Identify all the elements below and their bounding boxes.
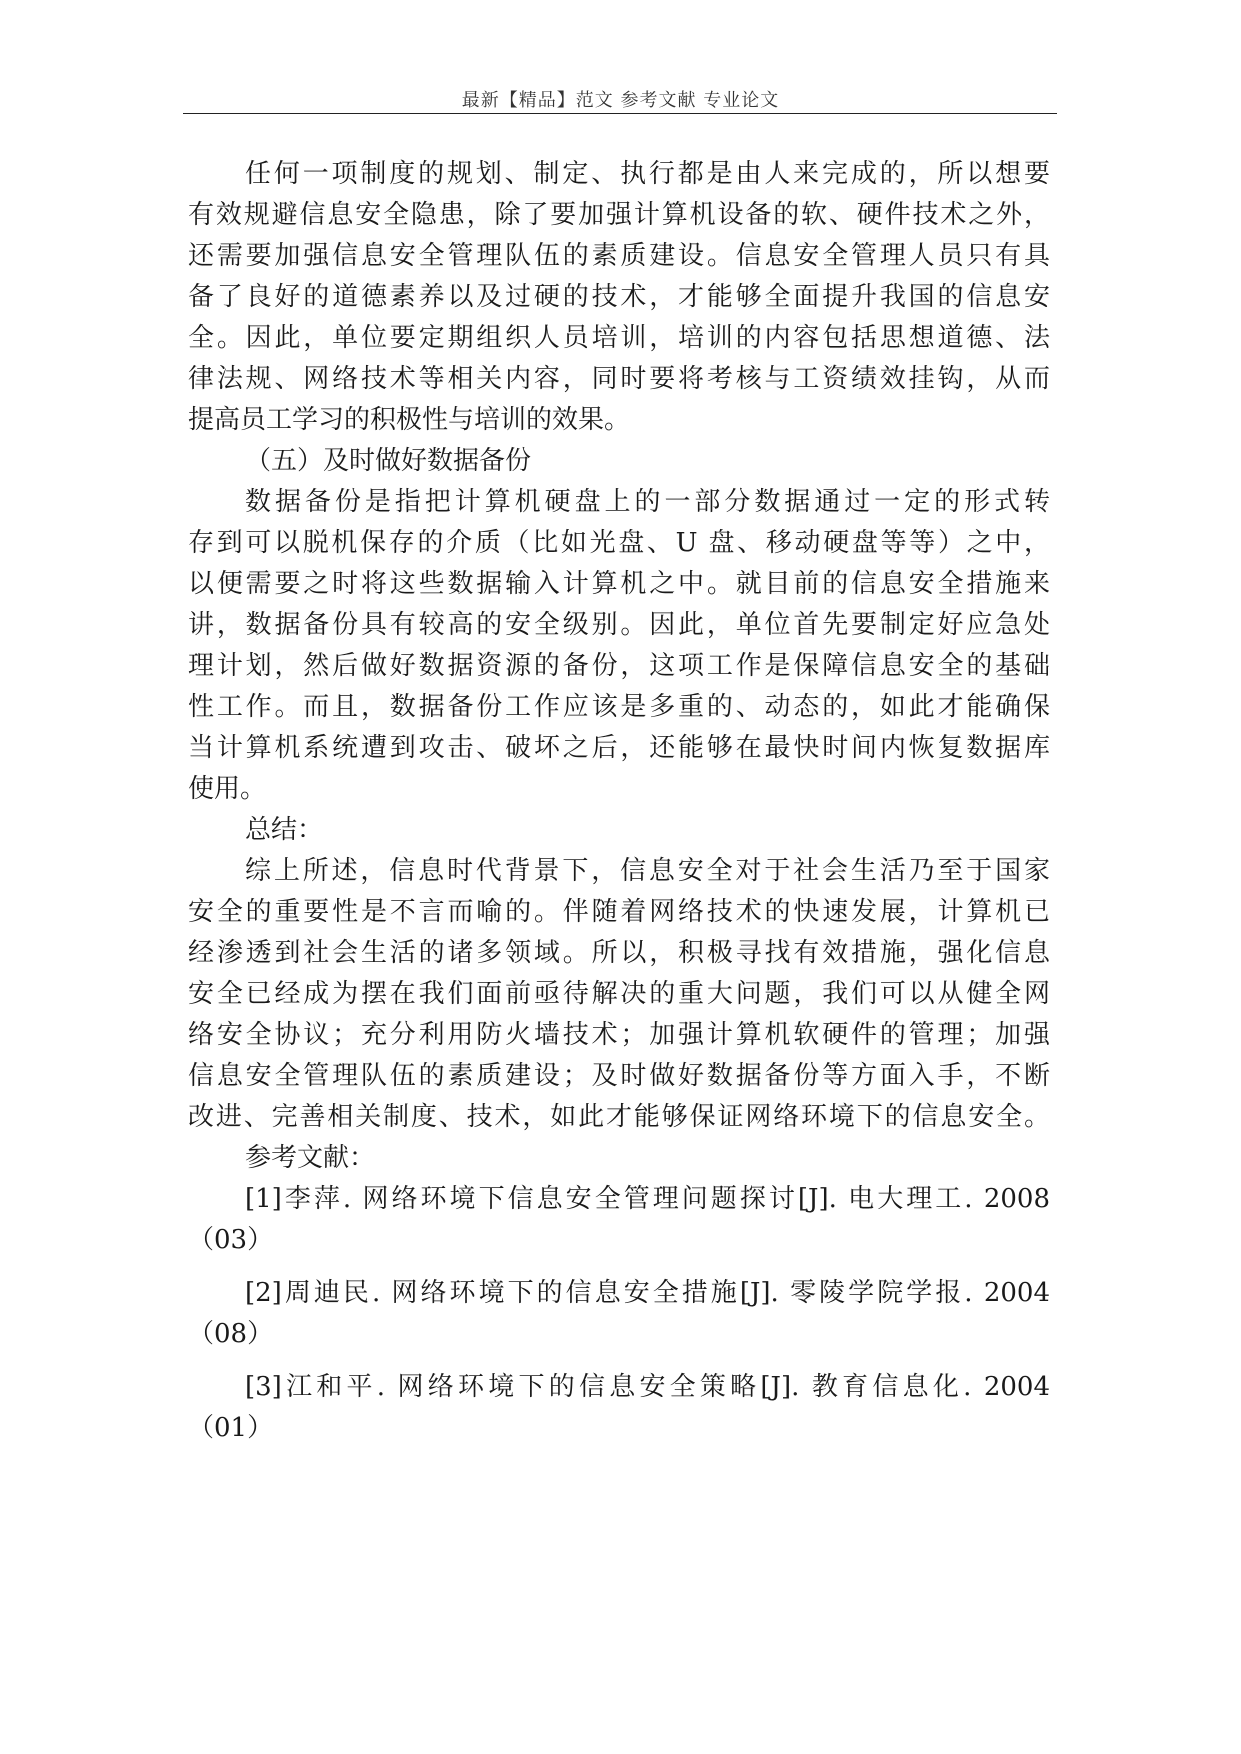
text-line: （五）及时做好数据备份: [245, 446, 532, 476]
text-line: 总结：: [245, 815, 324, 845]
reference-item-continuation: （03）: [188, 1225, 274, 1255]
text-line: 还需要加强信息安全管理队伍的素质建设。信息安全管理人员只有具: [188, 241, 1050, 271]
reference-list: [188, 1179, 1050, 1461]
text-line: 全。因此，单位要定期组织人员培训，培训的内容包括思想道德、法: [188, 323, 1050, 353]
text-line: 备了良好的道德素养以及过硬的技术，才能够全面提升我国的信息安: [188, 282, 1050, 312]
text-line: 当计算机系统遭到攻击、破坏之后，还能够在最快时间内恢复数据库: [188, 733, 1050, 763]
text-line: 提高员工学习的积极性与培训的效果。: [188, 405, 631, 435]
reference-item: [2]周迪民. 网络环境下的信息安全措施[J]. 零陵学院学报. 2004: [245, 1278, 1050, 1308]
text-line: 律法规、网络技术等相关内容，同时要将考核与工资绩效挂钩，从而: [188, 364, 1050, 394]
text-line: 安全的重要性是不言而喻的。伴随着网络技术的快速发展，计算机已: [188, 897, 1050, 927]
reference-item-continuation: （08）: [188, 1319, 274, 1349]
text-line: 综上所述，信息时代背景下，信息安全对于社会生活乃至于国家: [245, 856, 1050, 886]
paragraph-lines: [188, 154, 1050, 1179]
text-line: 参考文献：: [245, 1143, 376, 1173]
text-line: 存到可以脱机保存的介质（比如光盘、U 盘、移动硬盘等等）之中，: [188, 528, 1050, 558]
text-line: 性工作。而且，数据备份工作应该是多重的、动态的，如此才能确保: [188, 692, 1050, 722]
text-line: 任何一项制度的规划、制定、执行都是由人来完成的，所以想要: [245, 159, 1050, 189]
text-line: 使用。: [188, 774, 267, 804]
body-text: [188, 154, 1050, 1461]
text-line: 改进、完善相关制度、技术，如此才能够保证网络环境下的信息安全。: [188, 1102, 1050, 1132]
text-line: 讲，数据备份具有较高的安全级别。因此，单位首先要制定好应急处: [188, 610, 1050, 640]
text-line: 安全已经成为摆在我们面前亟待解决的重大问题，我们可以从健全网: [188, 979, 1050, 1009]
text-line: 络安全协议；充分利用防火墙技术；加强计算机软硬件的管理；加强: [188, 1020, 1050, 1050]
text-line: 理计划，然后做好数据资源的备份，这项工作是保障信息安全的基础: [188, 651, 1050, 681]
text-line: 数据备份是指把计算机硬盘上的一部分数据通过一定的形式转: [245, 487, 1050, 517]
reference-item-continuation: （01）: [188, 1413, 274, 1443]
text-line: 有效规避信息安全隐患，除了要加强计算机设备的软、硬件技术之外，: [188, 200, 1050, 230]
reference-item: [1]李萍. 网络环境下信息安全管理问题探讨[J]. 电大理工. 2008: [245, 1184, 1050, 1214]
text-line: 信息安全管理队伍的素质建设；及时做好数据备份等方面入手，不断: [188, 1061, 1050, 1091]
page-header: 最新【精品】范文 参考文献 专业论文: [461, 90, 780, 111]
reference-item: [3]江和平. 网络环境下的信息安全策略[J]. 教育信息化. 2004: [245, 1372, 1050, 1402]
text-line: 以便需要之时将这些数据输入计算机之中。就目前的信息安全措施来: [188, 569, 1050, 599]
text-line: 经渗透到社会生活的诸多领域。所以，积极寻找有效措施，强化信息: [188, 938, 1050, 968]
header-divider: [183, 113, 1057, 114]
